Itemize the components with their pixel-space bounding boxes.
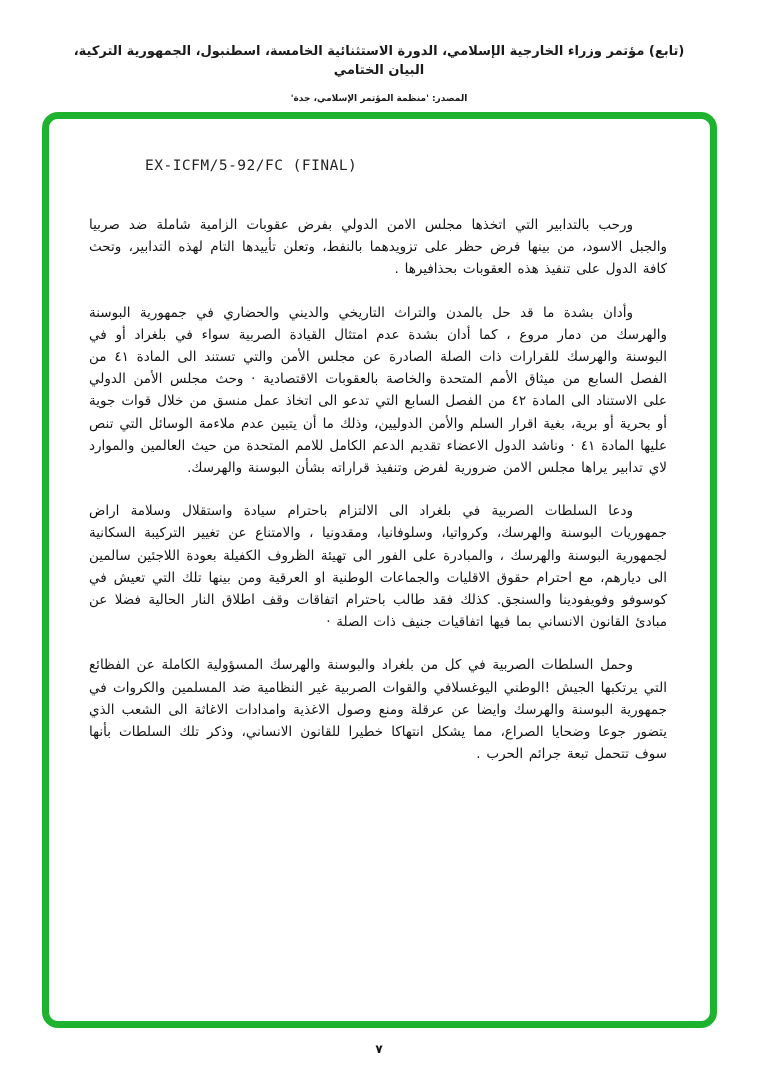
paragraph-sanctions: ورحب بالتدابير التي اتخذها مجلس الامن الدولي بفرض عقوبات الزامية شاملة ضد صربيا والجبل الاسود، من بينها فرض حظر على تزويدهما بالنفط، وتعلن تأييدها التام لهذه التدابير، وتحث كافة الدول على تنفيذ هذه العقوبات بحذافيرها . [89, 217, 667, 278]
document-body [89, 214, 667, 765]
document-header-title: (تابع) مؤتمر وزراء الخارجية الإسلامي، الدورة الاستثنائية الخامسة، اسطنبول، الجمهورية التركية، البيان الختامي [73, 44, 685, 78]
paragraph-condemnation: وأدان بشدة ما قد حل بالمدن والتراث التاريخي والديني والحضاري في جمهورية البوسنة والهرسك من دمار مروع ، كما أدان بشدة عدم امتثال القيادة الصربية سواء في بلغراد أو في البوسنة والهرسك للقرارات ذات الصلة الصادرة عن مجلس الأمن والتي تستند الى المادة ٤١ من الفصل السابع من ميثاق الأمم المتحدة والخاصة بالعقوبات الاقتصادية · وحث مجلس الأمن الدولي على الاستناد الى المادة ٤٢ من الفصل السابع التي تدعو الى اتخاذ عمل منسق من خلال قوات جوية أو بحرية أو برية، بغية اقرار السلم والأمن الدوليين، وذلك ما أن يتبين عدم ملاءمة الوسائل التي تنص عليها المادة ٤١ · وناشد الدول الاعضاء تقديم الدعم الكامل للامم المتحدة من حيث العالمين والموارد لاي تدابير يراها مجلس الامن ضرورية لفرض وتنفيذ قراراته بشأن البوسنة والهرسك. [89, 304, 667, 477]
page-header [0, 42, 758, 104]
paragraph-belgrade-authorities: ودعا السلطات الصربية في بلغراد الى الالتزام باحترام سيادة واستقلال وسلامة اراض جمهوريات البوسنة والهرسك، وكرواتيا، وسلوفانيا، ومقدونيا ، والامتناع عن تغيير التركيبة السكانية لجمهورية البوسنة والهرسك ، والمبادرة على الفور الى تهيئة الظروف الكفيلة بعودة اللاجئين سالمين الى ديارهم، مع احترام حقوق الاقليات والجماعات الوطنية او العرقية ومن بينها تلك التي تعيش في كوسوفو وفويفودينا والسنجق. كذلك فقد طالب باحترام اتفاقات وقف اطلاق النار الحالية فضلا عن مبادئ القانون الانساني بما فيها اتفاقيات جنيف ذات الصلة · [89, 503, 667, 631]
page-number: ٧ [375, 1042, 383, 1056]
paragraph-responsibility: وحمل السلطات الصربية في كل من بلغراد والبوسنة والهرسك المسؤولية الكاملة عن الفظائع التي يرتكبها الجيش !الوطني اليوغسلافي والقوات الصربية غير النظامية ضد المسلمين والكروات في جمهورية البوسنة والهرسك وايضا عن عرقلة ومنع وصول الاغذية وامدادات الاغاثة الى الشعب الذي يتضور جوعا وضحايا الصراع، مما يشكل انتهاكا خطيرا للقانون الانساني، وذكر تلك السلطات بأنها سوف تتحمل تبعة جرائم الحرب . [89, 657, 667, 763]
green-document-frame [42, 112, 717, 1028]
page-footer [0, 1038, 758, 1057]
document-reference-number: EX-ICFM/5-92/FC (FINAL) [145, 158, 358, 174]
document-source-line: المصدر: 'منظمة المؤتمر الإسلامي، جدة' [290, 94, 468, 104]
